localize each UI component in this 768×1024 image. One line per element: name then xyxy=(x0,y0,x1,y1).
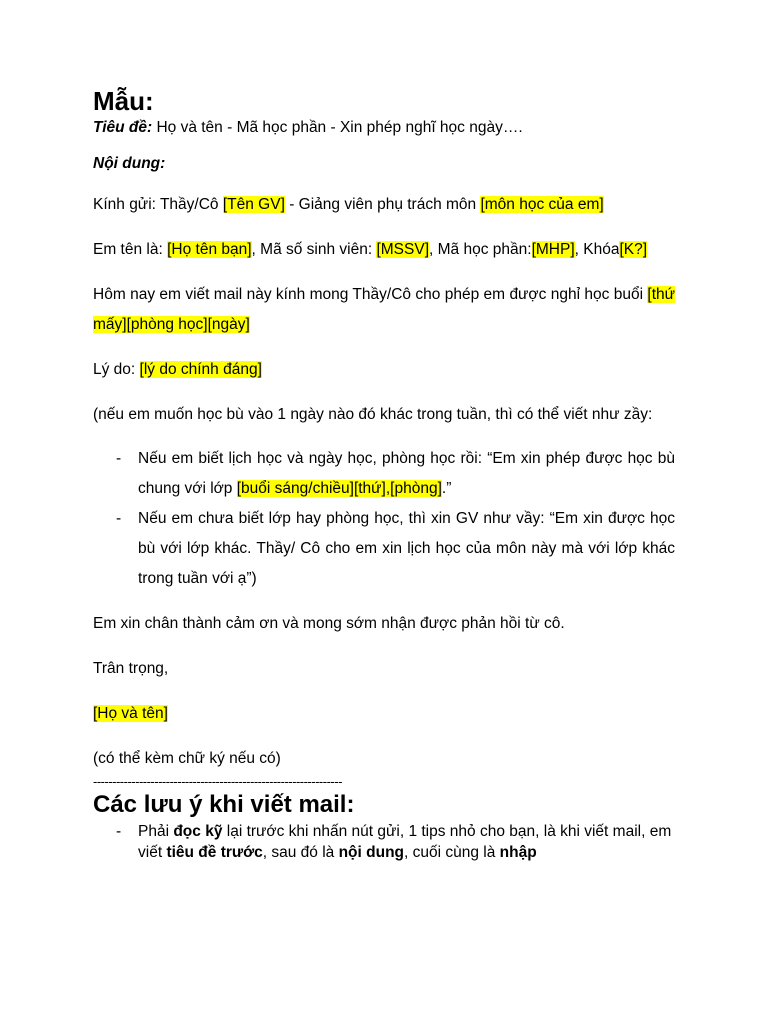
closing-paragraph: Trân trọng, xyxy=(93,660,169,677)
thanks-paragraph: Em xin chân thành cảm ơn và mong sớm nhận được phản hồi từ cô. xyxy=(93,615,565,632)
name-placeholder: [Họ tên bạn] xyxy=(167,241,252,258)
subject-line xyxy=(93,117,675,139)
schedule-placeholder: [thứ mấy][phòng học][ngày] xyxy=(93,286,675,333)
subject-label: Tiêu đề: xyxy=(93,119,153,136)
signature-note: (có thể kèm chữ ký nếu có) xyxy=(93,750,281,767)
tip-text-4: , cuối cùng là xyxy=(404,844,500,861)
bullet-2-text: Nếu em chưa biết lớp hay phòng học, thì xin GV như vầy: “Em xin được học bù với lớp khác. Thầy/ Cô cho em xin lịch học của môn này mà với lớp khác trong tuần với ạ”) xyxy=(138,510,675,587)
tips-heading: Các lưu ý khi viết mail: xyxy=(93,791,355,818)
request-paragraph xyxy=(93,280,675,340)
tip-bold-enter: nhập xyxy=(499,844,537,861)
content-label: Nội dung: xyxy=(93,155,166,172)
signature-line xyxy=(93,699,675,729)
signature-placeholder: [Họ và tên] xyxy=(93,705,168,722)
intro-text-1: Em tên là: xyxy=(93,241,168,258)
tip-bold-subject-first: tiêu đề trước xyxy=(166,844,263,861)
document-page xyxy=(93,84,675,863)
mhp-placeholder: [MHP] xyxy=(531,241,575,258)
bullet-1-end: .” xyxy=(441,480,452,497)
request-text: Hôm nay em viết mail này kính mong Thầy/Cô cho phép em được nghỉ học buổi xyxy=(93,286,648,303)
khoa-placeholder: [K?] xyxy=(619,241,648,258)
reason-label: Lý do: xyxy=(93,361,140,378)
subject-text: Họ và tên - Mã học phần - Xin phép nghĩ học ngày…. xyxy=(152,119,523,136)
content-label-line xyxy=(93,153,675,175)
list-item xyxy=(93,821,675,863)
tip-bold-content: nội dung xyxy=(338,844,405,861)
list-item xyxy=(93,504,675,594)
reason-paragraph xyxy=(93,355,675,385)
greeting-middle: - Giảng viên phụ trách môn xyxy=(284,196,481,213)
intro-text-2: , Mã số sinh viên: xyxy=(251,241,377,258)
course-placeholder: [môn học của em] xyxy=(480,196,604,213)
tips-list xyxy=(93,821,675,863)
intro-paragraph xyxy=(93,235,675,265)
mssv-placeholder: [MSSV] xyxy=(376,241,430,258)
makeup-options-list xyxy=(93,444,675,594)
tip-bold-read-carefully: đọc kỹ xyxy=(173,823,223,840)
greeting-prefix: Kính gửi: Thầy/Cô xyxy=(93,196,223,213)
tip-text-2: lại trước khi nhấn nút gửi, 1 tips nhỏ cho bạn, là khi viết mail, em viết xyxy=(138,823,672,861)
reason-placeholder: [lý do chính đáng] xyxy=(139,361,262,378)
intro-text-3: , Mã học phần: xyxy=(429,241,532,258)
bullet-dash: - xyxy=(116,450,122,467)
divider: ----------------------------------------------------------------- xyxy=(93,775,342,789)
greeting-paragraph xyxy=(93,190,675,220)
teacher-placeholder: [Tên GV] xyxy=(222,196,285,213)
bullet-dash: - xyxy=(116,823,122,840)
intro-text-4: , Khóa xyxy=(574,241,620,258)
makeup-class-placeholder: [buổi sáng/chiều][thứ],[phòng] xyxy=(236,480,442,497)
tip-text-3: , sau đó là xyxy=(262,844,339,861)
tip-text-1: Phải xyxy=(138,823,174,840)
bullet-1-text: Nếu em biết lịch học và ngày học, phòng học rồi: “Em xin phép được học bù chung với lớp xyxy=(138,450,675,497)
makeup-note: (nếu em muốn học bù vào 1 ngày nào đó khác trong tuần, thì có thể viết như zầy: xyxy=(93,406,653,423)
bullet-dash: - xyxy=(116,510,122,527)
template-heading: Mẫu: xyxy=(93,86,154,116)
list-item xyxy=(93,444,675,504)
